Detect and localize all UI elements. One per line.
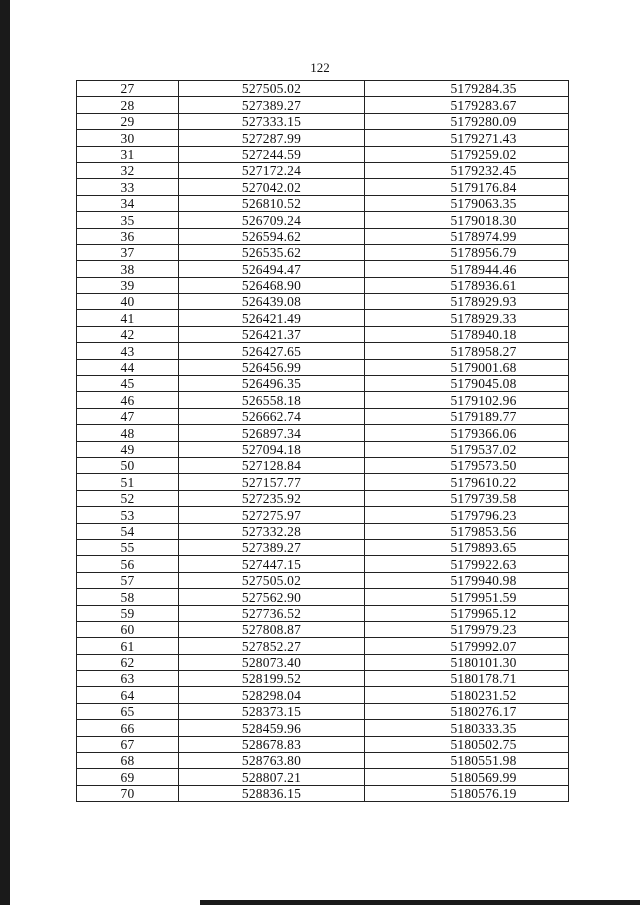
point-number-cell: 55	[77, 539, 179, 555]
point-number-cell: 59	[77, 605, 179, 621]
table-row	[77, 326, 569, 342]
table-row	[77, 589, 569, 605]
x-coordinate-cell: 527172.24	[179, 162, 365, 178]
point-number-cell: 47	[77, 408, 179, 424]
table-row	[77, 720, 569, 736]
y-coordinate-cell: 5179922.63	[365, 556, 569, 572]
table-row	[77, 228, 569, 244]
y-coordinate-cell: 5179284.35	[365, 81, 569, 97]
point-number-cell: 65	[77, 703, 179, 719]
y-coordinate-cell: 5179537.02	[365, 441, 569, 457]
point-number-cell: 66	[77, 720, 179, 736]
x-coordinate-cell: 527235.92	[179, 490, 365, 506]
table-row	[77, 523, 569, 539]
coordinates-table-body	[77, 81, 569, 802]
point-number-cell: 48	[77, 425, 179, 441]
table-row	[77, 425, 569, 441]
point-number-cell: 56	[77, 556, 179, 572]
point-number-cell: 40	[77, 294, 179, 310]
table-row	[77, 244, 569, 260]
y-coordinate-cell: 5179176.84	[365, 179, 569, 195]
x-coordinate-cell: 526468.90	[179, 277, 365, 293]
y-coordinate-cell: 5179018.30	[365, 212, 569, 228]
point-number-cell: 33	[77, 179, 179, 195]
x-coordinate-cell: 527852.27	[179, 638, 365, 654]
y-coordinate-cell: 5178944.46	[365, 261, 569, 277]
point-number-cell: 27	[77, 81, 179, 97]
point-number-cell: 31	[77, 146, 179, 162]
y-coordinate-cell: 5178958.27	[365, 343, 569, 359]
point-number-cell: 39	[77, 277, 179, 293]
point-number-cell: 36	[77, 228, 179, 244]
y-coordinate-cell: 5179102.96	[365, 392, 569, 408]
x-coordinate-cell: 527332.28	[179, 523, 365, 539]
point-number-cell: 34	[77, 195, 179, 211]
y-coordinate-cell: 5180551.98	[365, 753, 569, 769]
x-coordinate-cell: 526421.37	[179, 326, 365, 342]
x-coordinate-cell: 528807.21	[179, 769, 365, 785]
y-coordinate-cell: 5178929.33	[365, 310, 569, 326]
x-coordinate-cell: 527333.15	[179, 113, 365, 129]
table-row	[77, 556, 569, 572]
table-row	[77, 654, 569, 670]
x-coordinate-cell: 527389.27	[179, 97, 365, 113]
y-coordinate-cell: 5178974.99	[365, 228, 569, 244]
x-coordinate-cell: 526496.35	[179, 376, 365, 392]
y-coordinate-cell: 5180276.17	[365, 703, 569, 719]
y-coordinate-cell: 5178940.18	[365, 326, 569, 342]
x-coordinate-cell: 526709.24	[179, 212, 365, 228]
y-coordinate-cell: 5179965.12	[365, 605, 569, 621]
table-row	[77, 539, 569, 555]
scan-edge-left	[0, 0, 10, 905]
x-coordinate-cell: 527157.77	[179, 474, 365, 490]
y-coordinate-cell: 5180333.35	[365, 720, 569, 736]
point-number-cell: 67	[77, 736, 179, 752]
x-coordinate-cell: 526594.62	[179, 228, 365, 244]
point-number-cell: 50	[77, 457, 179, 473]
x-coordinate-cell: 527808.87	[179, 621, 365, 637]
table-row	[77, 457, 569, 473]
coordinates-table	[76, 80, 569, 802]
point-number-cell: 43	[77, 343, 179, 359]
y-coordinate-cell: 5180178.71	[365, 671, 569, 687]
y-coordinate-cell: 5179951.59	[365, 589, 569, 605]
y-coordinate-cell: 5179045.08	[365, 376, 569, 392]
table-row	[77, 162, 569, 178]
point-number-cell: 29	[77, 113, 179, 129]
y-coordinate-cell: 5179189.77	[365, 408, 569, 424]
table-row	[77, 736, 569, 752]
x-coordinate-cell: 527244.59	[179, 146, 365, 162]
table-row	[77, 621, 569, 637]
y-coordinate-cell: 5180576.19	[365, 785, 569, 801]
table-row	[77, 392, 569, 408]
y-coordinate-cell: 5179610.22	[365, 474, 569, 490]
point-number-cell: 69	[77, 769, 179, 785]
x-coordinate-cell: 527389.27	[179, 539, 365, 555]
y-coordinate-cell: 5179280.09	[365, 113, 569, 129]
table-row	[77, 195, 569, 211]
x-coordinate-cell: 527736.52	[179, 605, 365, 621]
x-coordinate-cell: 526439.08	[179, 294, 365, 310]
table-row	[77, 97, 569, 113]
x-coordinate-cell: 527287.99	[179, 130, 365, 146]
table-row	[77, 277, 569, 293]
table-row	[77, 212, 569, 228]
y-coordinate-cell: 5178929.93	[365, 294, 569, 310]
point-number-cell: 37	[77, 244, 179, 260]
x-coordinate-cell: 527128.84	[179, 457, 365, 473]
y-coordinate-cell: 5179573.50	[365, 457, 569, 473]
x-coordinate-cell: 528199.52	[179, 671, 365, 687]
point-number-cell: 28	[77, 97, 179, 113]
point-number-cell: 64	[77, 687, 179, 703]
y-coordinate-cell: 5179232.45	[365, 162, 569, 178]
table-row	[77, 703, 569, 719]
table-row	[77, 294, 569, 310]
table-row	[77, 572, 569, 588]
y-coordinate-cell: 5179063.35	[365, 195, 569, 211]
y-coordinate-cell: 5179853.56	[365, 523, 569, 539]
y-coordinate-cell: 5180231.52	[365, 687, 569, 703]
x-coordinate-cell: 528459.96	[179, 720, 365, 736]
point-number-cell: 70	[77, 785, 179, 801]
point-number-cell: 32	[77, 162, 179, 178]
point-number-cell: 42	[77, 326, 179, 342]
point-number-cell: 57	[77, 572, 179, 588]
page-number: 122	[310, 60, 330, 75]
table-row	[77, 343, 569, 359]
table-row	[77, 753, 569, 769]
table-row	[77, 179, 569, 195]
x-coordinate-cell: 526558.18	[179, 392, 365, 408]
point-number-cell: 49	[77, 441, 179, 457]
table-row	[77, 638, 569, 654]
point-number-cell: 35	[77, 212, 179, 228]
x-coordinate-cell: 526494.47	[179, 261, 365, 277]
x-coordinate-cell: 527447.15	[179, 556, 365, 572]
table-row	[77, 441, 569, 457]
x-coordinate-cell: 528073.40	[179, 654, 365, 670]
y-coordinate-cell: 5178936.61	[365, 277, 569, 293]
y-coordinate-cell: 5179992.07	[365, 638, 569, 654]
x-coordinate-cell: 526897.34	[179, 425, 365, 441]
x-coordinate-cell: 527094.18	[179, 441, 365, 457]
point-number-cell: 68	[77, 753, 179, 769]
point-number-cell: 44	[77, 359, 179, 375]
point-number-cell: 38	[77, 261, 179, 277]
x-coordinate-cell: 528678.83	[179, 736, 365, 752]
point-number-cell: 30	[77, 130, 179, 146]
y-coordinate-cell: 5180502.75	[365, 736, 569, 752]
table-row	[77, 310, 569, 326]
x-coordinate-cell: 528298.04	[179, 687, 365, 703]
y-coordinate-cell: 5179893.65	[365, 539, 569, 555]
x-coordinate-cell: 527505.02	[179, 572, 365, 588]
point-number-cell: 41	[77, 310, 179, 326]
table-row	[77, 408, 569, 424]
x-coordinate-cell: 527505.02	[179, 81, 365, 97]
table-row	[77, 81, 569, 97]
y-coordinate-cell: 5179739.58	[365, 490, 569, 506]
y-coordinate-cell: 5179940.98	[365, 572, 569, 588]
x-coordinate-cell: 527562.90	[179, 589, 365, 605]
x-coordinate-cell: 526427.65	[179, 343, 365, 359]
point-number-cell: 54	[77, 523, 179, 539]
y-coordinate-cell: 5180101.30	[365, 654, 569, 670]
table-row	[77, 359, 569, 375]
x-coordinate-cell: 527275.97	[179, 507, 365, 523]
y-coordinate-cell: 5178956.79	[365, 244, 569, 260]
table-row	[77, 605, 569, 621]
x-coordinate-cell: 526662.74	[179, 408, 365, 424]
y-coordinate-cell: 5179366.06	[365, 425, 569, 441]
point-number-cell: 58	[77, 589, 179, 605]
table-row	[77, 146, 569, 162]
y-coordinate-cell: 5179283.67	[365, 97, 569, 113]
y-coordinate-cell: 5180569.99	[365, 769, 569, 785]
x-coordinate-cell: 526810.52	[179, 195, 365, 211]
table-row	[77, 376, 569, 392]
table-row	[77, 490, 569, 506]
y-coordinate-cell: 5179001.68	[365, 359, 569, 375]
table-row	[77, 261, 569, 277]
table-row	[77, 785, 569, 801]
x-coordinate-cell: 528836.15	[179, 785, 365, 801]
x-coordinate-cell: 526456.99	[179, 359, 365, 375]
point-number-cell: 60	[77, 621, 179, 637]
y-coordinate-cell: 5179271.43	[365, 130, 569, 146]
point-number-cell: 46	[77, 392, 179, 408]
y-coordinate-cell: 5179259.02	[365, 146, 569, 162]
point-number-cell: 53	[77, 507, 179, 523]
y-coordinate-cell: 5179979.23	[365, 621, 569, 637]
point-number-cell: 51	[77, 474, 179, 490]
table-row	[77, 671, 569, 687]
x-coordinate-cell: 528373.15	[179, 703, 365, 719]
table-row	[77, 474, 569, 490]
point-number-cell: 61	[77, 638, 179, 654]
table-row	[77, 769, 569, 785]
scan-edge-bottom	[200, 900, 640, 905]
table-row	[77, 130, 569, 146]
table-row	[77, 507, 569, 523]
point-number-cell: 45	[77, 376, 179, 392]
x-coordinate-cell: 528763.80	[179, 753, 365, 769]
x-coordinate-cell: 527042.02	[179, 179, 365, 195]
x-coordinate-cell: 526421.49	[179, 310, 365, 326]
point-number-cell: 63	[77, 671, 179, 687]
point-number-cell: 62	[77, 654, 179, 670]
point-number-cell: 52	[77, 490, 179, 506]
y-coordinate-cell: 5179796.23	[365, 507, 569, 523]
table-row	[77, 687, 569, 703]
table-row	[77, 113, 569, 129]
x-coordinate-cell: 526535.62	[179, 244, 365, 260]
